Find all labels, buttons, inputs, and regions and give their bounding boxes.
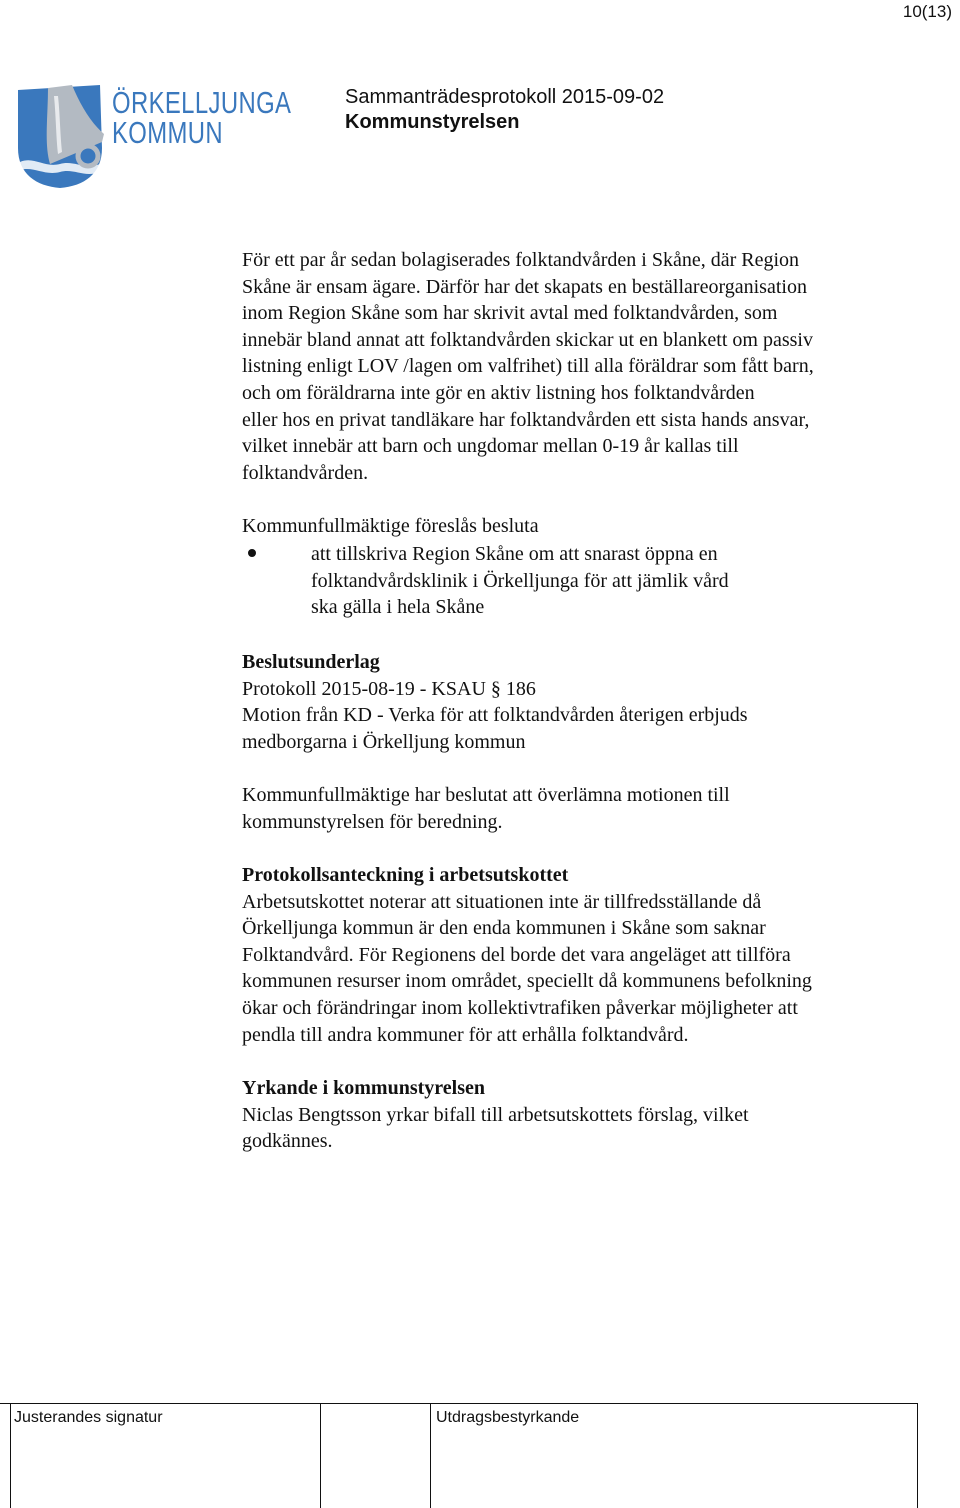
basis-section — [242, 649, 748, 755]
proposal-heading: Kommunfullmäktige föreslås besluta — [242, 515, 539, 537]
certification-label: Utdragsbestyrkande — [436, 1409, 580, 1426]
committee-name: Kommunstyrelsen — [345, 111, 520, 133]
decision-line: kommunstyrelsen för beredning. — [242, 810, 503, 833]
logo-name-line1: ÖRKELLJUNGA — [112, 85, 292, 120]
decision-paragraph — [242, 782, 730, 835]
footer-border-mid2 — [430, 1403, 431, 1508]
note-heading: Protokollsanteckning i arbetsutskottet — [242, 864, 569, 886]
signature-label: Justerandes signatur — [14, 1409, 163, 1426]
intro-paragraph — [242, 247, 814, 486]
note-line: Folktandvård. För Regionens del borde det vara angeläget att tillföra — [242, 943, 791, 966]
note-section — [242, 862, 812, 1048]
bullet-line: ska gälla i hela Skåne — [311, 596, 485, 619]
basis-line: medborgarna i Örkelljung kommun — [242, 730, 526, 753]
footer-border-right — [917, 1403, 918, 1508]
bullet-line: folktandvårdsklinik i Örkelljunga för att jämlik vård — [311, 569, 729, 592]
bullet-icon — [248, 549, 256, 557]
municipality-logo — [14, 82, 106, 190]
paragraph-line: För ett par år sedan bolagiserades folktandvården i Skåne, där Region — [242, 249, 800, 271]
proposal-bullet — [311, 541, 729, 621]
paragraph-line: Skåne är ensam ägare. Därför har det skapats en beställareorganisation — [242, 275, 807, 298]
bullet-line: att tillskriva Region Skåne om att snarast öppna en — [311, 543, 718, 565]
note-line: pendla till andra kommuner för att erhålla folktandvård. — [242, 1023, 689, 1046]
protocol-title: Sammanträdesprotokoll 2015-09-02 — [345, 86, 665, 108]
page-number: 10(13) — [902, 2, 952, 21]
paragraph-line: folktandvården. — [242, 461, 369, 484]
paragraph-line: och om föräldrarna inte gör en aktiv listning hos folktandvården — [242, 381, 755, 404]
logo-name-line2: KOMMUN — [112, 115, 224, 150]
footer-border-left — [10, 1403, 11, 1508]
basis-line: Motion från KD - Verka för att folktandvården återigen erbjuds — [242, 704, 748, 727]
footer-border-mid — [320, 1403, 321, 1508]
footer-divider — [0, 1403, 918, 1404]
motion-heading: Yrkande i kommunstyrelsen — [242, 1077, 485, 1099]
paragraph-line: eller hos en privat tandläkare har folktandvården ett sista hands ansvar, — [242, 408, 810, 431]
note-line: Örkelljunga kommun är den enda kommunen i Skåne som saknar — [242, 917, 766, 940]
motion-line: Niclas Bengtsson yrkar bifall till arbetsutskottets förslag, vilket — [242, 1103, 749, 1126]
note-line: Arbetsutskottet noterar att situationen inte är tillfredsställande då — [242, 890, 762, 913]
paragraph-line: innebär bland annat att folktandvården skickar ut en blankett om passiv — [242, 328, 813, 351]
decision-line: Kommunfullmäktige har beslutat att överlämna motionen till — [242, 784, 730, 806]
basis-heading: Beslutsunderlag — [242, 651, 380, 673]
note-line: kommunen resurser inom området, speciellt då kommunens befolkning — [242, 970, 812, 993]
paragraph-line: inom Region Skåne som har skrivit avtal med folktandvården, som — [242, 302, 778, 325]
basis-line: Protokoll 2015-08-19 - KSAU § 186 — [242, 677, 536, 700]
paragraph-line: listning enligt LOV /lagen om valfrihet) till alla föräldrar som fått barn, — [242, 355, 814, 378]
paragraph-line: vilket innebär att barn och ungdomar mellan 0-19 år kallas till — [242, 435, 739, 458]
motion-section — [242, 1075, 749, 1155]
note-line: ökar och förändringar inom kollektivtrafiken påverkar möjligheter att — [242, 996, 798, 1019]
motion-line: godkännes. — [242, 1130, 333, 1153]
